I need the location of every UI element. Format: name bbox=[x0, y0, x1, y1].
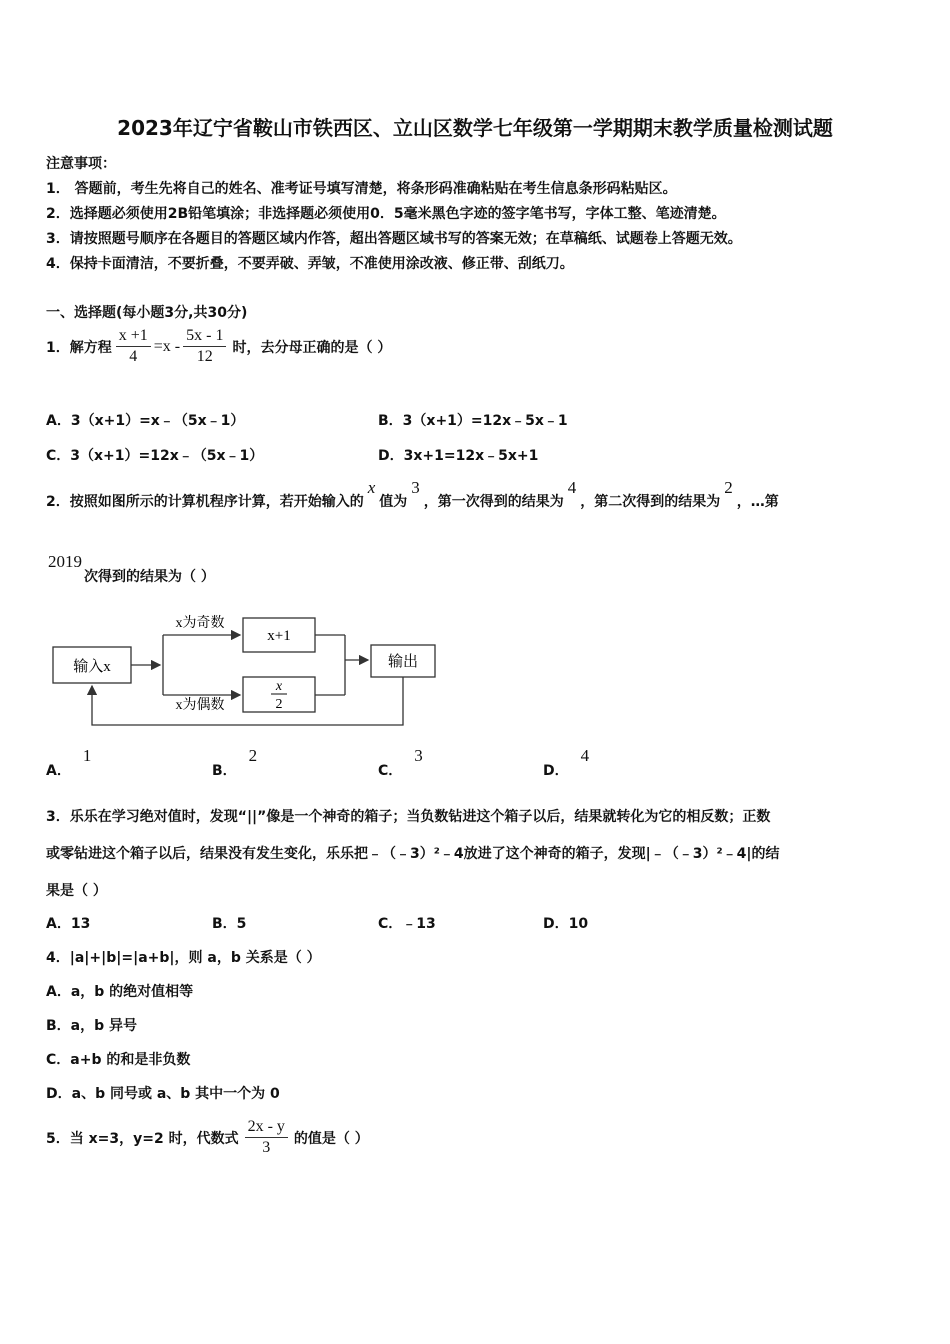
q2-option-c: C． 3 bbox=[378, 746, 423, 779]
q4-option-d: D．a、b 同号或 a、b 其中一个为 0 bbox=[46, 1086, 280, 1102]
q1-option-a: A．3（x+1）=x﹣（5x﹣1） bbox=[46, 413, 245, 429]
notice-item: 2．选择题必须使用2B铅笔填涂；非选择题必须使用0．5毫米黑色字迹的签字笔书写，字体工整、笔迹清楚。 bbox=[46, 206, 726, 222]
q2-text-6: 次得到的结果为（ ） bbox=[84, 569, 215, 585]
q2-text-5: ，…第 bbox=[736, 494, 779, 510]
even-operation-numerator: x bbox=[275, 679, 283, 694]
q2-text-4: ，第二次得到的结果为 bbox=[580, 494, 721, 510]
q1-fraction-right bbox=[183, 326, 226, 367]
q1-f1-numerator: x +1 bbox=[116, 326, 151, 347]
program-flowchart bbox=[48, 605, 448, 730]
page-title: 2023年辽宁省鞍山市铁西区、立山区数学七年级第一学期期末教学质量检测试题 bbox=[117, 116, 833, 140]
notice-item: 1． 答题前，考生先将自己的姓名、准考证号填写清楚，将条形码准确粘贴在考生信息条形码粘贴区。 bbox=[46, 181, 677, 197]
q1-middle: =x - bbox=[153, 337, 181, 355]
q3-line-1: 3．乐乐在学习绝对值时，发现“||”像是一个神奇的箱子；当负数钻进这个箱子以后，结果就转化为它的相反数；正数 bbox=[46, 809, 771, 825]
q3-option-a: A．13 bbox=[46, 916, 91, 932]
q2-value-2: 2 bbox=[724, 478, 733, 497]
question-2-stem bbox=[46, 478, 779, 511]
odd-condition-label: x为奇数 bbox=[175, 616, 225, 631]
q2-var-x: x bbox=[367, 478, 376, 497]
q2-value-3: 3 bbox=[411, 478, 420, 497]
q2-option-a: A． 1 bbox=[46, 746, 92, 779]
q1-f2-denominator: 12 bbox=[196, 348, 213, 365]
odd-operation-label: x+1 bbox=[267, 628, 291, 644]
q1-fraction-left bbox=[116, 326, 151, 367]
input-label: 输入x bbox=[73, 659, 111, 675]
q1-prefix: 1．解方程 bbox=[46, 339, 112, 356]
q1-option-b: B．3（x+1）=12x﹣5x﹣1 bbox=[378, 413, 568, 429]
q4-option-a: A．a，b 的绝对值相等 bbox=[46, 984, 194, 1000]
q2-value-4: 4 bbox=[567, 478, 577, 497]
q3-option-d: D．10 bbox=[543, 916, 589, 932]
q2-option-d: D． 4 bbox=[543, 746, 590, 779]
q2-option-b: B． 2 bbox=[212, 746, 258, 779]
q1-f2-numerator: 5x - 1 bbox=[183, 326, 226, 347]
q3-option-b: B．5 bbox=[212, 916, 247, 932]
q2-2019: 2019 bbox=[48, 552, 82, 571]
feedback-loop-arrow bbox=[92, 677, 403, 725]
output-label: 输出 bbox=[387, 654, 419, 670]
q5-prefix: 5．当 x=3，y=2 时，代数式 bbox=[46, 1130, 239, 1147]
q5-numerator: 2x - y bbox=[245, 1117, 288, 1138]
notice-item: 3．请按照题号顺序在各题目的答题区域内作答，超出答题区域书写的答案无效；在草稿纸、试题卷上答题无效。 bbox=[46, 231, 742, 247]
q1-option-c: C．3（x+1）=12x﹣（5x﹣1） bbox=[46, 448, 264, 464]
q4-option-c: C．a+b 的和是非负数 bbox=[46, 1052, 191, 1068]
q2-text-3: ，第一次得到的结果为 bbox=[423, 494, 564, 510]
notice-heading: 注意事项： bbox=[46, 156, 116, 172]
q5-suffix: 的值是（ ） bbox=[293, 1130, 369, 1147]
q3-line-3: 果是（ ） bbox=[46, 883, 107, 899]
q5-fraction bbox=[245, 1117, 288, 1158]
q2-text-1: 2．按照如图所示的计算机程序计算，若开始输入的 bbox=[46, 494, 364, 510]
notice-item: 4．保持卡面清洁，不要折叠，不要弄破、弄皱，不准使用涂改液、修正带、刮纸刀。 bbox=[46, 256, 574, 272]
question-1-stem bbox=[46, 326, 391, 367]
q5-denominator: 3 bbox=[262, 1139, 271, 1156]
question-2-continuation bbox=[48, 552, 215, 586]
q3-option-c: C．﹣13 bbox=[378, 916, 436, 932]
q1-suffix: 时，去分母正确的是（ ） bbox=[232, 339, 392, 356]
q1-f1-denominator: 4 bbox=[129, 348, 138, 365]
section-heading: 一、选择题(每小题3分,共30分) bbox=[46, 305, 248, 321]
even-condition-label: x为偶数 bbox=[175, 698, 225, 713]
q2-text-2: 值为 bbox=[379, 494, 408, 510]
q4-stem: 4．|a|+|b|=|a+b|，则 a，b 关系是（ ） bbox=[46, 950, 321, 966]
q1-option-d: D．3x+1=12x﹣5x+1 bbox=[378, 448, 539, 464]
even-operation-denominator: 2 bbox=[275, 697, 283, 712]
question-5-stem bbox=[46, 1117, 369, 1158]
q3-line-2: 或零钻进这个箱子以后，结果没有发生变化，乐乐把﹣（﹣3）²﹣4放进了这个神奇的箱子，发现|﹣（﹣3）²﹣4|的结 bbox=[46, 846, 780, 862]
q4-option-b: B．a，b 异号 bbox=[46, 1018, 138, 1034]
